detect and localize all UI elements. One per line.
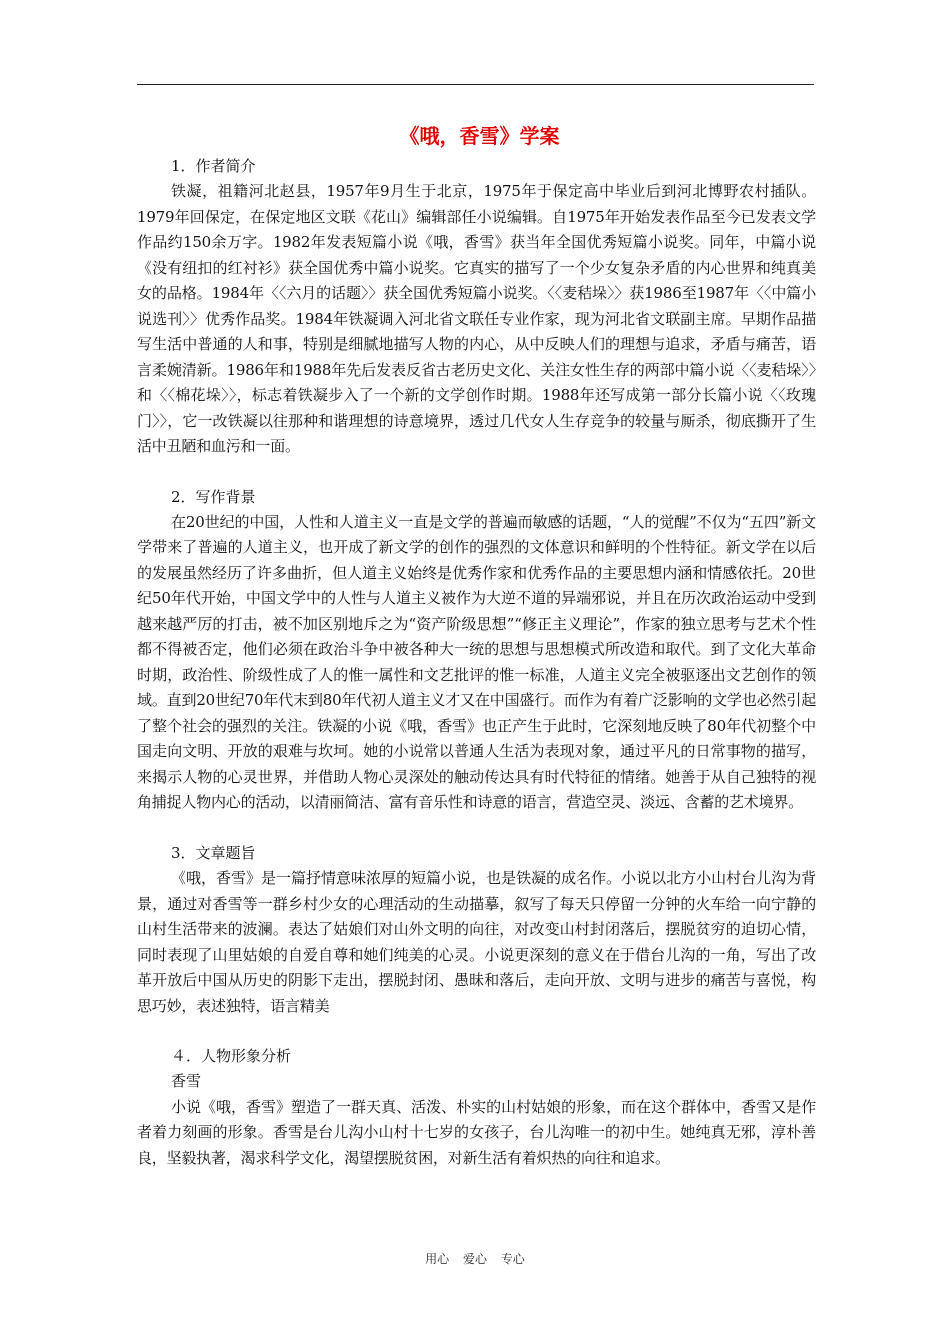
section-author [137,154,816,460]
section-paragraph: 小说《哦，香雪》塑造了一群天真、活泼、朴实的山村姑娘的形象，而在这个群体中，香雪又是作者着力刻画的形象。香雪是台儿沟小山村十七岁的女孩子，台儿沟唯一的初中生。她纯真无邪，淳朴善良，坚毅执著，渴求科学文化，渴望摆脱贫困，对新生活有着炽热的向往和追求。 [137,1097,816,1167]
section-theme [137,841,816,1019]
section-heading: 1．作者简介 [171,157,256,175]
document-body [137,118,816,1171]
section-heading: 2．写作背景 [171,487,256,506]
document-title: 《哦，香雪》学案 [399,124,560,148]
section-heading: 3．文章题旨 [171,843,256,862]
section-background [137,485,816,816]
section-heading: ４．人物形象分析 [171,1047,292,1066]
section-paragraph: 《哦，香雪》是一篇抒情意味浓厚的短篇小说，也是铁凝的成名作。小说以北方小山村台儿沟为背景，通过对香雪等一群乡村少女的心理活动的生动描摹，叙写了每天只停留一分钟的火车给一向宁静的山村生活带来的波澜。表达了姑娘们对山外文明的向往，对改变山村封闭落后，摆脱贫穷的迫切心情，同时表现了山里姑娘的自爱自尊和她们纯美的心灵。小说更深刻的意义在于借台儿沟的一角，写出了改革开放后中国从历史的阴影下走出，摆脱封闭、愚昧和落后，走向开放、文明与进步的痛苦与喜悦，构思巧妙，表述独特，语言精美 [137,869,816,1015]
section-characters [137,1044,816,1171]
page-footer: 用心 爱心 专心 [425,1252,525,1266]
spacer [137,460,816,485]
header-rule [137,84,814,85]
character-name: 香雪 [171,1072,202,1091]
section-paragraph: 铁凝，祖籍河北赵县，1957年9月生于北京，1975年于保定高中毕业后到河北博野农村插队。1979年回保定，在保定地区文联《花山》编辑部任小说编辑。自1975年开始发表作品至今已发表文学作品约150余万字。1982年发表短篇小说《哦，香雪》获当年全国优秀短篇小说奖。同年，中篇小说《没有纽扣的红衬衫》获全国优秀中篇小说奖。它真实的描写了一个少女复杂矛盾的内心世界和纯真美女的品格。1984年〈〈六月的话题〉〉获全国优秀短篇小说奖。〈〈麦秸垛〉〉获1986至1987年〈〈中篇小说选刊〉〉优秀作品奖。1984年铁凝调入河北省文联任专业作家，现为河北省文联副主席。早期作品描写生活中普通的人和事，特别是细腻地描写人物的内心，从中反映人们的理想与追求，矛盾与痛苦，语言柔婉清新。1986年和1988年先后发表反省古老历史文化、关注女性生存的两部中篇小说〈〈麦秸垛〉〉和〈〈棉花垛〉〉，标志着铁凝步入了一个新的文学创作时期。1988年还写成第一部分长篇小说〈〈玫瑰门〉〉，它一改铁凝以往那种和谐理想的诗意境界，透过几代女人生存竞争的较量与厮杀，彻底撕开了生活中丑陋和血污和一面。 [137,182,816,456]
spacer [137,816,816,841]
spacer [137,1019,816,1044]
section-paragraph: 在20世纪的中国，人性和人道主义一直是文学的普遍而敏感的话题，“人的觉醒”不仅为“五四”新文学带来了普遍的人道主义，也开成了新文学的创作的强烈的文体意识和鲜明的个性特征。新文学在以后的发展虽然经历了许多曲折，但人道主义始终是优秀作家和优秀作品的主要思想内涵和情感依托。20世纪50年代开始，中国文学中的人性与人道主义被作为大逆不道的异端邪说，并且在历次政治运动中受到越来越严厉的打击，被不加区别地斥之为“资产阶级思想”“修正主义理论”，作家的独立思考与艺术个性都不得被否定，他们必须在政治斗争中被各种大一统的思想与思想模式所改造和取代。到了文化大革命时期，政治性、阶级性成了人的惟一属性和文艺批评的惟一标准，人道主义完全被驱逐出文艺创作的领域。直到20世纪70年代末到80年代初人道主义才又在中国盛行。而作为有着广泛影响的文学也必然引起了整个社会的强烈的关注。铁凝的小说《哦，香雪》也正产生于此时，它深刻地反映了80年代初整个中国走向文明、开放的艰难与坎坷。她的小说常以普通人生活为表现对象，通过平凡的日常事物的描写，来揭示人物的心灵世界，并借助人物心灵深处的触动传达具有时代特征的情绪。她善于从自己独特的视角捕捉人物内心的活动，以清丽简洁、富有音乐性和诗意的语言，营造空灵、淡远、含蓄的艺术境界。 [137,512,816,812]
